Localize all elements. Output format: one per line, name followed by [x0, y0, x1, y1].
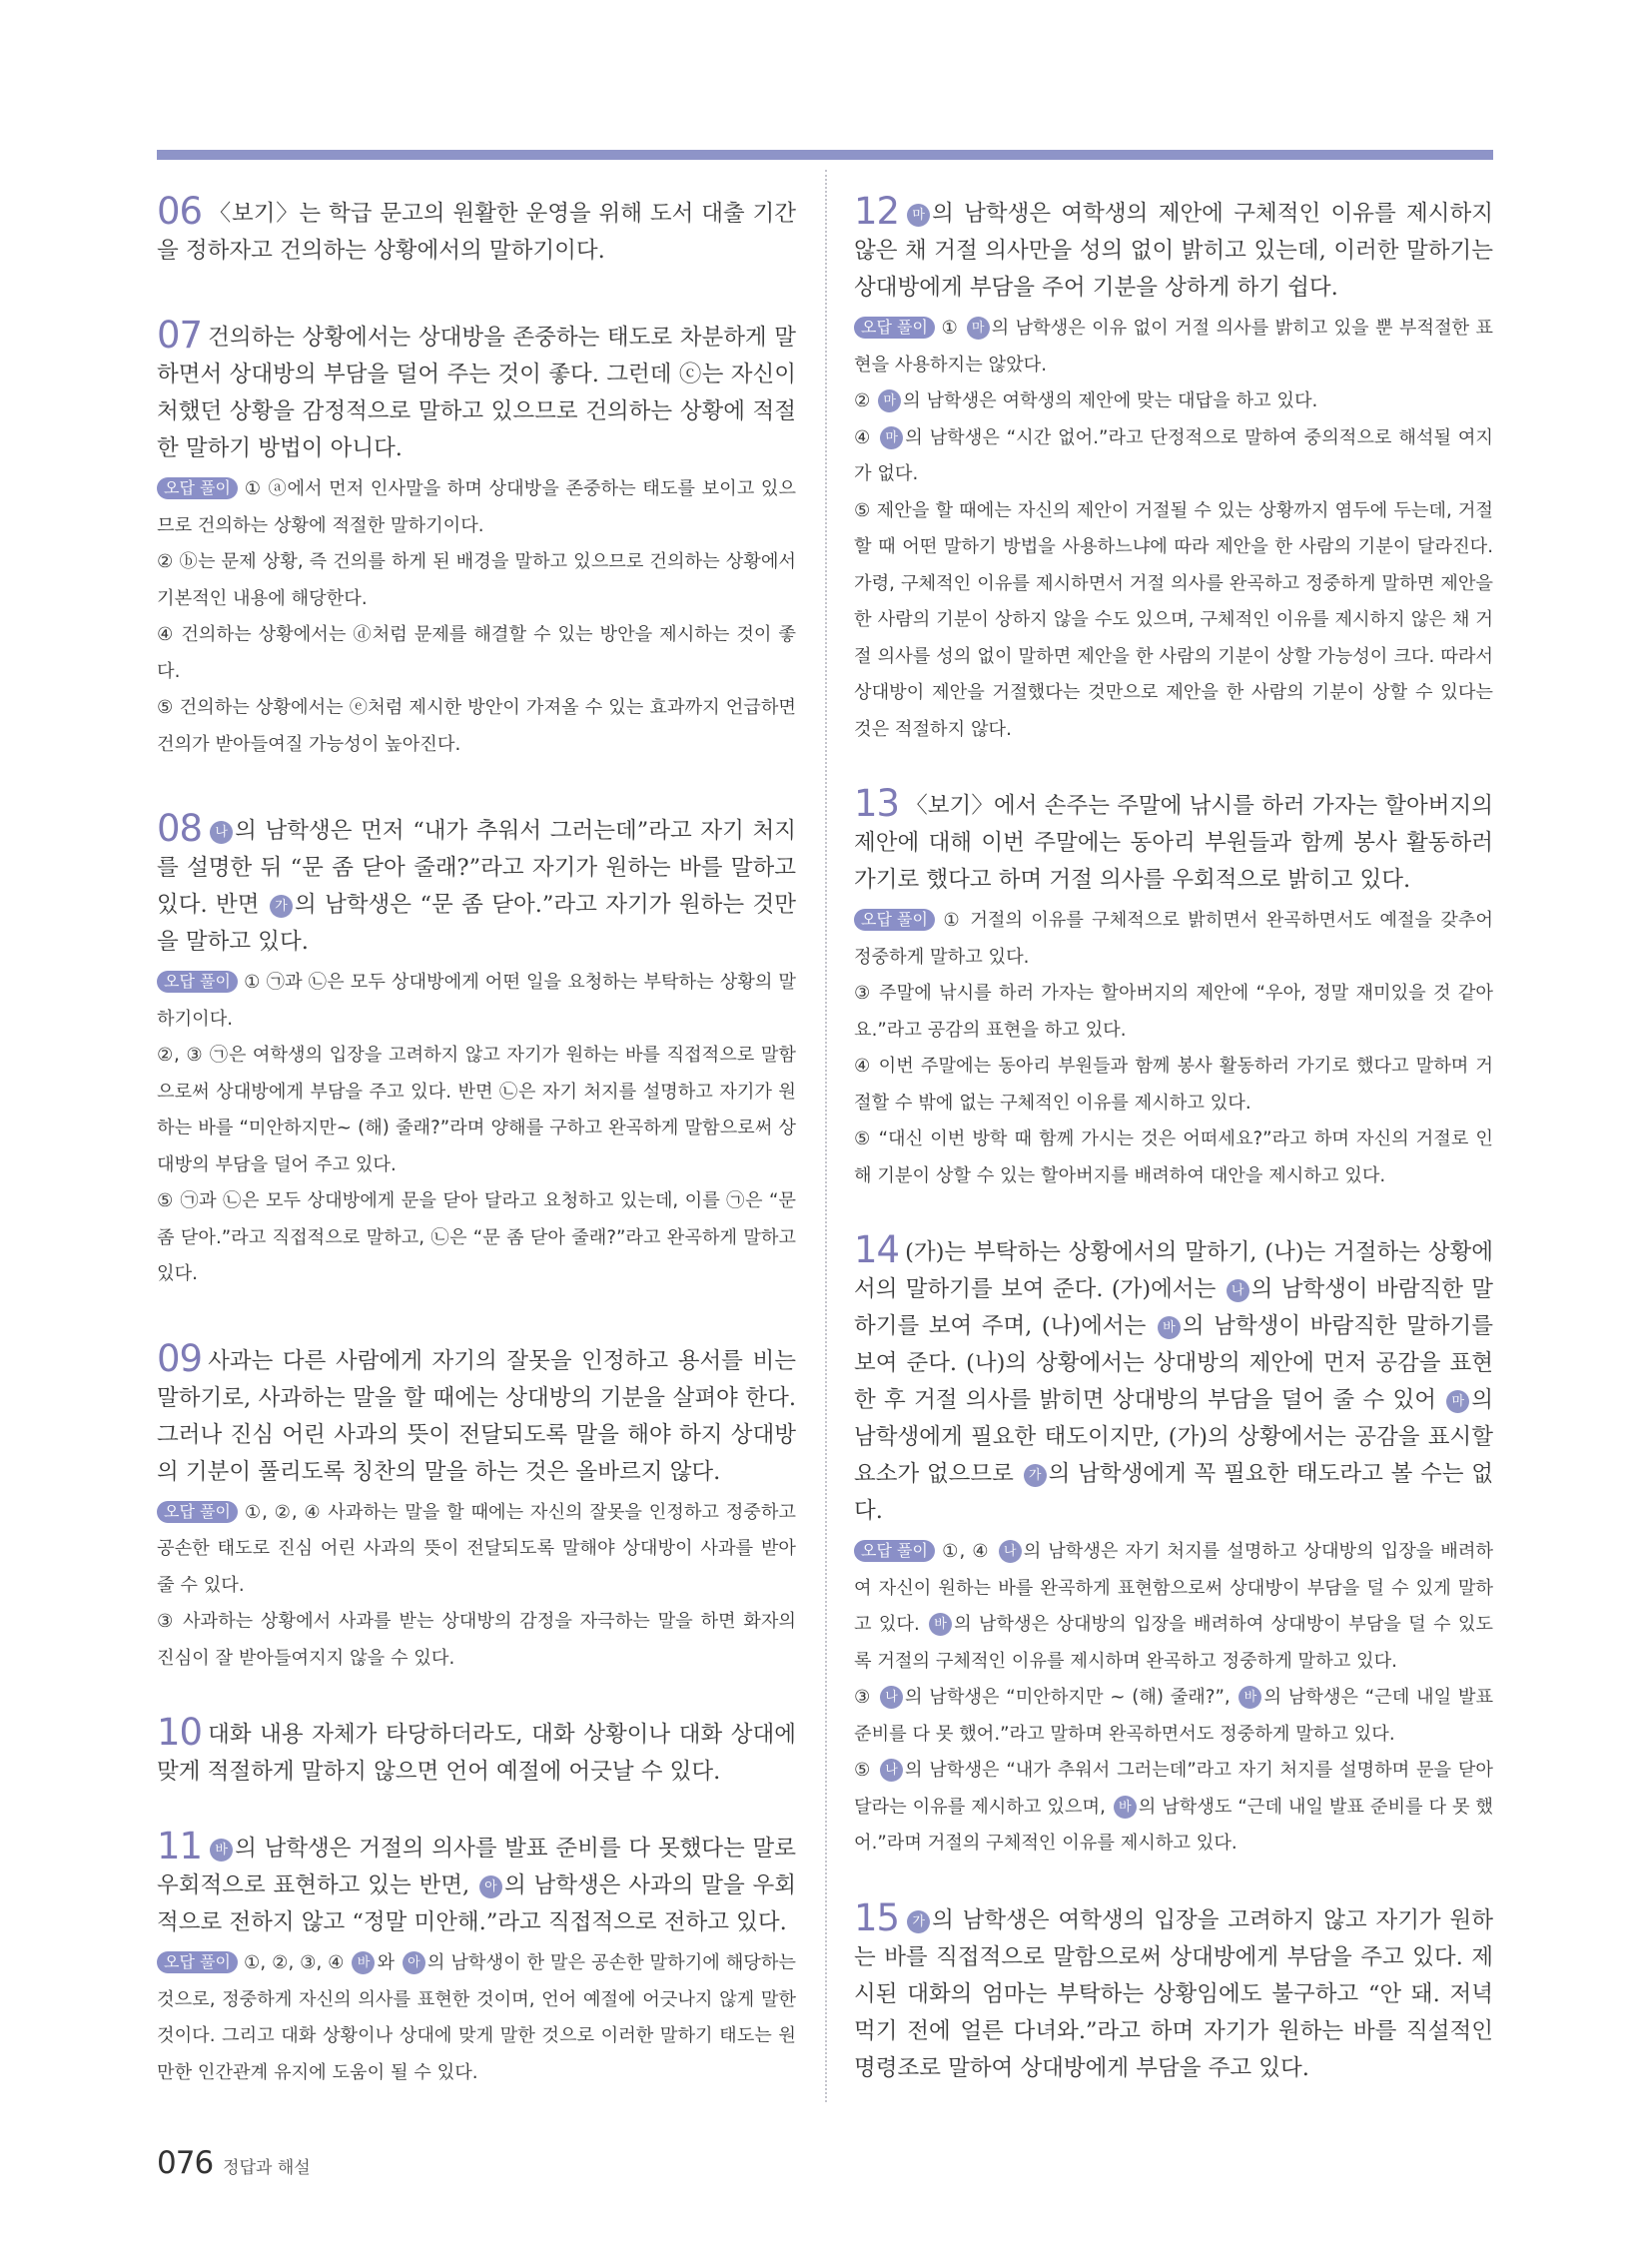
wrong-answer-badge: 오답 풀이: [157, 971, 238, 993]
mark-ba: 바: [929, 1613, 952, 1636]
answer-09: [157, 1336, 796, 1678]
mark-ba: 바: [352, 1951, 375, 1974]
mark-ga: 가: [270, 895, 293, 918]
question-number: 10: [157, 1711, 203, 1754]
mark-ga: 가: [907, 1910, 930, 1933]
mark-ba: 바: [1239, 1686, 1261, 1709]
right-column: [854, 190, 1494, 2087]
question-number: 08: [157, 807, 203, 850]
explanation-item: 오답 풀이 ① ㉠과 ㉡은 모두 상대방에게 어떤 일을 요청하는 부탁하는 상황의 말하기이다.: [157, 972, 796, 1030]
question-number: 15: [854, 1895, 900, 1939]
answer-13: [854, 782, 1493, 1194]
footer-label: 정답과 해설: [223, 2158, 311, 2178]
mark-ma: 마: [967, 317, 990, 340]
wrong-answer-badge: 오답 풀이: [157, 1951, 238, 1973]
mark-a: 아: [403, 1951, 425, 1974]
explanation-item: ③ 나 의 남학생은 “미안하지만 ~ (해) 줄래?”, 바 의 남학생은 “근데 내일 발표 준비를 다 못 했어.”라고 말하며 완곡하면서도 정중하게 말하고 있다.: [854, 1687, 1494, 1745]
wrong-answer-badge: 오답 풀이: [157, 1501, 238, 1523]
mark-ma: 마: [1446, 1390, 1469, 1413]
mark-na: 나: [210, 821, 233, 844]
explanation-item: 오답 풀이 ①, ②, ③, ④ 바 와 아 의 남학생이 한 말은 공손한 말하기에 해당하는 것으로, 정중하게 자신의 의사를 표현한 것이며, 언어 예절에 어긋나지 않게 말한 것이다. 그리고 대화 상황이나 상대에 맞게 말한 것으로 이러한 말하기 태도는 원만한 인간관계 유지에 도움이 될 수 있다.: [157, 1952, 796, 2083]
question-number: 13: [854, 782, 900, 825]
explanation-item: ⑤ ㉠과 ㉡은 모두 상대방에게 문을 닫아 달라고 요청하고 있는데, 이를 ㉠은 “문 좀 닫아.”라고 직접적으로 말하고, ㉡은 “문 좀 닫아 줄래?”라고 완곡하게 말하고 있다.: [157, 1190, 796, 1284]
explanation-item: 오답 풀이 ①, ②, ④ 사과하는 말을 할 때에는 자신의 잘못을 인정하고 정중하고 공손한 태도로 진심 어린 사과의 뜻이 전달되도록 말해야 상대방이 사과를 받아 줄 수 있다.: [157, 1501, 796, 1596]
answer-11: 11 바 의 남학생은 거절의 의사를 발표 준비를 다 못했다는 말로 우회적으로 표현하고 있는 반면, 아 의 남학생은 사과의 말을 우회적으로 전하지 않고 “정말 미안해.”라고 직접적으로 전하고 있다. 오답 풀이 ①, ②, ③, ④ 바 와 아 의 남학생이 한 말은 공손한 말하기에 해당하는 것으로, 정중하게 자신의 의사를 표현한 것이며, 언어 예절에 어긋나지 않게 말한 것이다. 그리고 대화 상황이나 상대에 맞게 말한 것으로 이러한 말하기 태도는 원만한 인간관계 유지에 도움이 될 수 있다.: [157, 1831, 796, 2091]
wrong-answer-badge: 오답 풀이: [854, 1540, 935, 1562]
explanation-item: ④ 이번 주말에는 동아리 부원들과 함께 봉사 활동하러 가기로 했다고 말하며 거절할 수 밖에 없는 구체적인 이유를 제시하고 있다.: [854, 1056, 1493, 1114]
mark-a: 아: [479, 1875, 502, 1898]
explanation-item: 오답 풀이 ① 거절의 이유를 구체적으로 밝히면서 완곡하면서도 예절을 갖추어 정중하게 말하고 있다.: [854, 910, 1493, 968]
explanation-item: ② ⓑ는 문제 상황, 즉 건의를 하게 된 배경을 말하고 있으므로 건의하는 상황에서 기본적인 내용에 해당한다.: [157, 551, 796, 609]
explanation-item: ④ 건의하는 상황에서는 ⓓ처럼 문제를 해결할 수 있는 방안을 제시하는 것이 좋다.: [157, 624, 796, 682]
answer-08: 08 나 의 남학생은 먼저 “내가 추워서 그러는데”라고 자기 처지를 설명한 뒤 “문 좀 닫아 줄래?”라고 자기가 원하는 바를 말하고 있다. 반면 가 의 남학생은 “문 좀 닫아.”라고 자기가 원하는 것만을 말하고 있다. 오답 풀이 ① ㉠과 ㉡은 모두 상대방에게 어떤 일을 요청하는 부탁하는 상황의 말하기이다. ②, ③ ㉠은 여학생의 입장을 고려하지 않고 자기가 원하는 바를 직접적으로 말함으로써 상대방에게 부담을 주고 있다. 반면 ㉡은 자기 처지를 설명하고 자기가 원하는 바를 “미안하지만~ (해) 줄래?”라며 양해를 구하고 완곡하게 말함으로써 상대방의 부담을 덜어 주고 있다. ⑤ ㉠과 ㉡은 모두 상대방에게 문을 닫아 달라고 요청하고 있는데, 이를 ㉠은 “문 좀 닫아.”라고 직접적으로 말하고, ㉡은 “문 좀 닫아 줄래?”라고 완곡하게 말하고 있다.: [157, 813, 796, 1293]
question-number: 09: [157, 1336, 203, 1380]
explanation-item: ③ 주말에 낚시를 하러 가자는 할아버지의 제안에 “우아, 정말 재미있을 것 같아요.”라고 공감의 표현을 하고 있다.: [854, 983, 1493, 1041]
question-number: 14: [854, 1228, 900, 1271]
wrong-answer-badge: 오답 풀이: [854, 909, 935, 931]
wrong-answer-badge: 오답 풀이: [854, 317, 935, 339]
explanation-item: ② 마 의 남학생은 여학생의 제안에 맞는 대답을 하고 있다.: [854, 390, 1318, 411]
mark-ma: 마: [878, 389, 901, 412]
left-column: [157, 190, 796, 2091]
mark-na: 나: [999, 1540, 1022, 1563]
question-number: 07: [157, 314, 203, 357]
explanation-item: ③ 사과하는 상황에서 사과를 받는 상대방의 감정을 자극하는 말을 하면 화자의 진심이 잘 받아들여지지 않을 수 있다.: [157, 1611, 796, 1669]
question-number: 06: [157, 190, 203, 233]
explanation-item: 오답 풀이 ① ⓐ에서 먼저 인사말을 하며 상대방을 존중하는 태도를 보이고 있으므로 건의하는 상황에 적절한 말하기이다.: [157, 478, 796, 536]
explanation-item: ⑤ 제안을 할 때에는 자신의 제안이 거절될 수 있는 상황까지 염두에 두는데, 거절할 때 어떤 말하기 방법을 사용하느냐에 따라 제안을 한 사람의 기분이 달라진다. 가령, 구체적인 이유를 제시하면서 거절 의사를 완곡하고 정중하게 말하면 제안을 한 사람의 기분이 상하지 않을 수도 있으며, 구체적인 이유를 제시하지 않은 채 거절 의사를 성의 없이 말하면 제안을 한 사람의 기분이 상할 가능성이 크다. 따라서 상대방이 제안을 거절했다는 것만으로 제안을 한 사람의 기분이 상할 수 있다는 것은 적절하지 않다.: [854, 499, 1493, 740]
page-number: 076: [157, 2145, 214, 2181]
answer-15: 15 가 의 남학생은 여학생의 입장을 고려하지 않고 자기가 원하는 바를 직접적으로 말함으로써 상대방에게 부담을 주고 있다. 제시된 대화의 엄마는 부탁하는 상황임에도 불구하고 “안 돼. 저녁 먹기 전에 얼른 다녀와.”라고 하며 자기가 원하는 바를 직설적인 명령조로 말하여 상대방에게 부담을 주고 있다.: [854, 1895, 1493, 2081]
explanation-item: ⑤ 건의하는 상황에서는 ⓔ처럼 제시한 방안이 가져올 수 있는 효과까지 언급하면 건의가 받아들여질 가능성이 높아진다.: [157, 697, 796, 755]
mark-na: 나: [880, 1686, 903, 1709]
answer-12: 12 마 의 남학생은 여학생의 제안에 구체적인 이유를 제시하지 않은 채 거절 의사만을 성의 없이 밝히고 있는데, 이러한 말하기는 상대방에게 부담을 주어 기분을 상하게 하기 쉽다. 오답 풀이 ① 마 의 남학생은 이유 없이 거절 의사를 밝히고 있을 뿐 부적절한 표현을 사용하지는 않았다. ② 마 의 남학생은 여학생의 제안에 맞는 대답을 하고 있다. ④ 마 의 남학생은 “시간 없어.”라고 단정적으로 말하여 중의적으로 해석될 여지가 없다. ⑤ 제안을 할 때에는 자신의 제안이 거절될 수 있는 상황까지 염두에 두는데, 거절할 때 어떤 말하기 방법을 사용하느냐에 따라 제안을 한 사람의 기분이 달라진다. 가령, 구체적인 이유를 제시하면서 거절 의사를 완곡하고 정중하게 말하면 제안을 한 사람의 기분이 상하지 않을 수도 있으며, 구체적인 이유를 제시하지 않은 채 거절 의사를 성의 없이 말하면 제안을 한 사람의 기분이 상할 가능성이 크다. 따라서 상대방이 제안을 거절했다는 것만으로 제안을 한 사람의 기분이 상할 수 있다는 것은 적절하지 않다.: [854, 196, 1493, 748]
explanation-item: ②, ③ ㉠은 여학생의 입장을 고려하지 않고 자기가 원하는 바를 직접적으로 말함으로써 상대방에게 부담을 주고 있다. 반면 ㉡은 자기 처지를 설명하고 자기가 원하는 바를 “미안하지만~ (해) 줄래?”라며 양해를 구하고 완곡하게 말함으로써 상대방의 부담을 덜어 주고 있다.: [157, 1045, 796, 1175]
column-divider: [825, 170, 827, 2102]
answer-10: [157, 1711, 796, 1791]
mark-ga: 가: [1024, 1464, 1047, 1487]
explanation-item: ④ 마 의 남학생은 “시간 없어.”라고 단정적으로 말하여 중의적으로 해석될 여지가 없다.: [854, 426, 1493, 484]
answer-text: 건의하는 상황에서는 상대방을 존중하는 태도로 차분하게 말하면서 상대방의 부담을 덜어 주는 것이 좋다. 그런데 ⓒ는 자신이 처했던 상황을 감정적으로 말하고 있으므로 건의하는 상황에 적절한 말하기 방법이 아니다.: [157, 325, 796, 461]
mark-ba: 바: [1114, 1796, 1137, 1819]
mark-ma: 마: [880, 426, 903, 449]
page-footer: [157, 2145, 311, 2181]
answer-14: 14 (가)는 부탁하는 상황에서의 말하기, (나)는 거절하는 상황에서의 말하기를 보여 준다. (가)에서는 나 의 남학생이 바람직한 말하기를 보여 주며, (나)에서는 바 의 남학생이 바람직한 말하기를 보여 준다. (나)의 상황에서는 상대방의 제안에 먼저 공감을 표현한 후 거절 의사를 밝히면 상대방의 부담을 덜어 줄 수 있어 마 의 남학생에게 필요한 태도이지만, (가)의 상황에서는 공감을 표시할 요소가 없으므로 가 의 남학생에게 꼭 필요한 태도라고 볼 수는 없다. 오답 풀이 ①, ④ 나 의 남학생은 자기 처지를 설명하고 상대방의 입장을 배려하여 자신이 원하는 바를 완곡하게 표현함으로써 상대방이 부담을 덜 수 있게 말하고 있다. 바 의 남학생은 상대방의 입장을 배려하여 상대방이 부담을 덜 수 있도록 거절의 구체적인 이유를 제시하며 완곡하고 정중하게 말하고 있다. ③ 나 의 남학생은 “미안하지만 ~ (해) 줄래?”, 바 의 남학생은 “근데 내일 발표 준비를 다 못 했어.”라고 말하며 완곡하면서도 정중하게 말하고 있다. ⑤ 나 의 남학생은 “내가 추워서 그러는데”라고 자기 처지를 설명하며 문을 닫아 달라는 이유를 제시하고 있으며, 바 의 남학생도 “근데 내일 발표 준비를 다 못 했어.”라며 거절의 구체적인 이유를 제시하고 있다.: [854, 1234, 1493, 1863]
mark-ma: 마: [907, 204, 930, 227]
question-number: 11: [157, 1825, 203, 1868]
answer-text: 〈보기〉는 학급 문고의 원활한 운영을 위해 도서 대출 기간을 정하자고 건의하는 상황에서의 말하기이다.: [157, 201, 796, 264]
question-number: 12: [854, 190, 900, 233]
explanation-item: ⑤ 나 의 남학생은 “내가 추워서 그러는데”라고 자기 처지를 설명하며 문을 닫아 달라는 이유를 제시하고 있으며, 바 의 남학생도 “근데 내일 발표 준비를 다 못 했어.”라며 거절의 구체적인 이유를 제시하고 있다.: [854, 1760, 1493, 1854]
explanation-item: 오답 풀이 ① 마 의 남학생은 이유 없이 거절 의사를 밝히고 있을 뿐 부적절한 표현을 사용하지는 않았다.: [854, 318, 1493, 375]
mark-ba: 바: [210, 1839, 233, 1862]
answer-07: [157, 314, 796, 763]
answer-text: 사과는 다른 사람에게 자기의 잘못을 인정하고 용서를 비는 말하기로, 사과하는 말을 할 때에는 상대방의 기분을 살펴야 한다. 그러나 진심 어린 사과의 뜻이 전달되도록 말을 해야 하지 상대방의 기분이 풀리도록 칭찬의 말을 하는 것은 올바르지 않다.: [157, 1347, 796, 1485]
top-accent-bar: [157, 150, 1493, 160]
answer-text: 〈보기〉에서 손주는 주말에 낚시를 하러 가자는 할아버지의 제안에 대해 이번 주말에는 동아리 부원들과 함께 봉사 활동하러 가기로 했다고 하며 거절 의사를 우회적으로 밝히고 있다.: [854, 793, 1493, 893]
wrong-answer-badge: 오답 풀이: [157, 477, 238, 499]
mark-na: 나: [1227, 1279, 1249, 1302]
explanation-item: 오답 풀이 ①, ④ 나 의 남학생은 자기 처지를 설명하고 상대방의 입장을 배려하여 자신이 원하는 바를 완곡하게 표현함으로써 상대방이 부담을 덜 수 있게 말하고 있다. 바 의 남학생은 상대방의 입장을 배려하여 상대방이 부담을 덜 수 있도록 거절의 구체적인 이유를 제시하며 완곡하고 정중하게 말하고 있다.: [854, 1541, 1493, 1672]
mark-na: 나: [880, 1759, 903, 1782]
explanation-item: ⑤ “대신 이번 방학 때 함께 가시는 것은 어떠세요?”라고 하며 자신의 거절로 인해 기분이 상할 수 있는 할아버지를 배려하여 대안을 제시하고 있다.: [854, 1128, 1493, 1186]
mark-ba: 바: [1158, 1316, 1181, 1339]
answer-text: 대화 내용 자체가 타당하더라도, 대화 상황이나 대화 상대에 맞게 적절하게 말하지 않으면 언어 예절에 어긋날 수 있다.: [157, 1722, 796, 1785]
answer-06: [157, 190, 796, 270]
